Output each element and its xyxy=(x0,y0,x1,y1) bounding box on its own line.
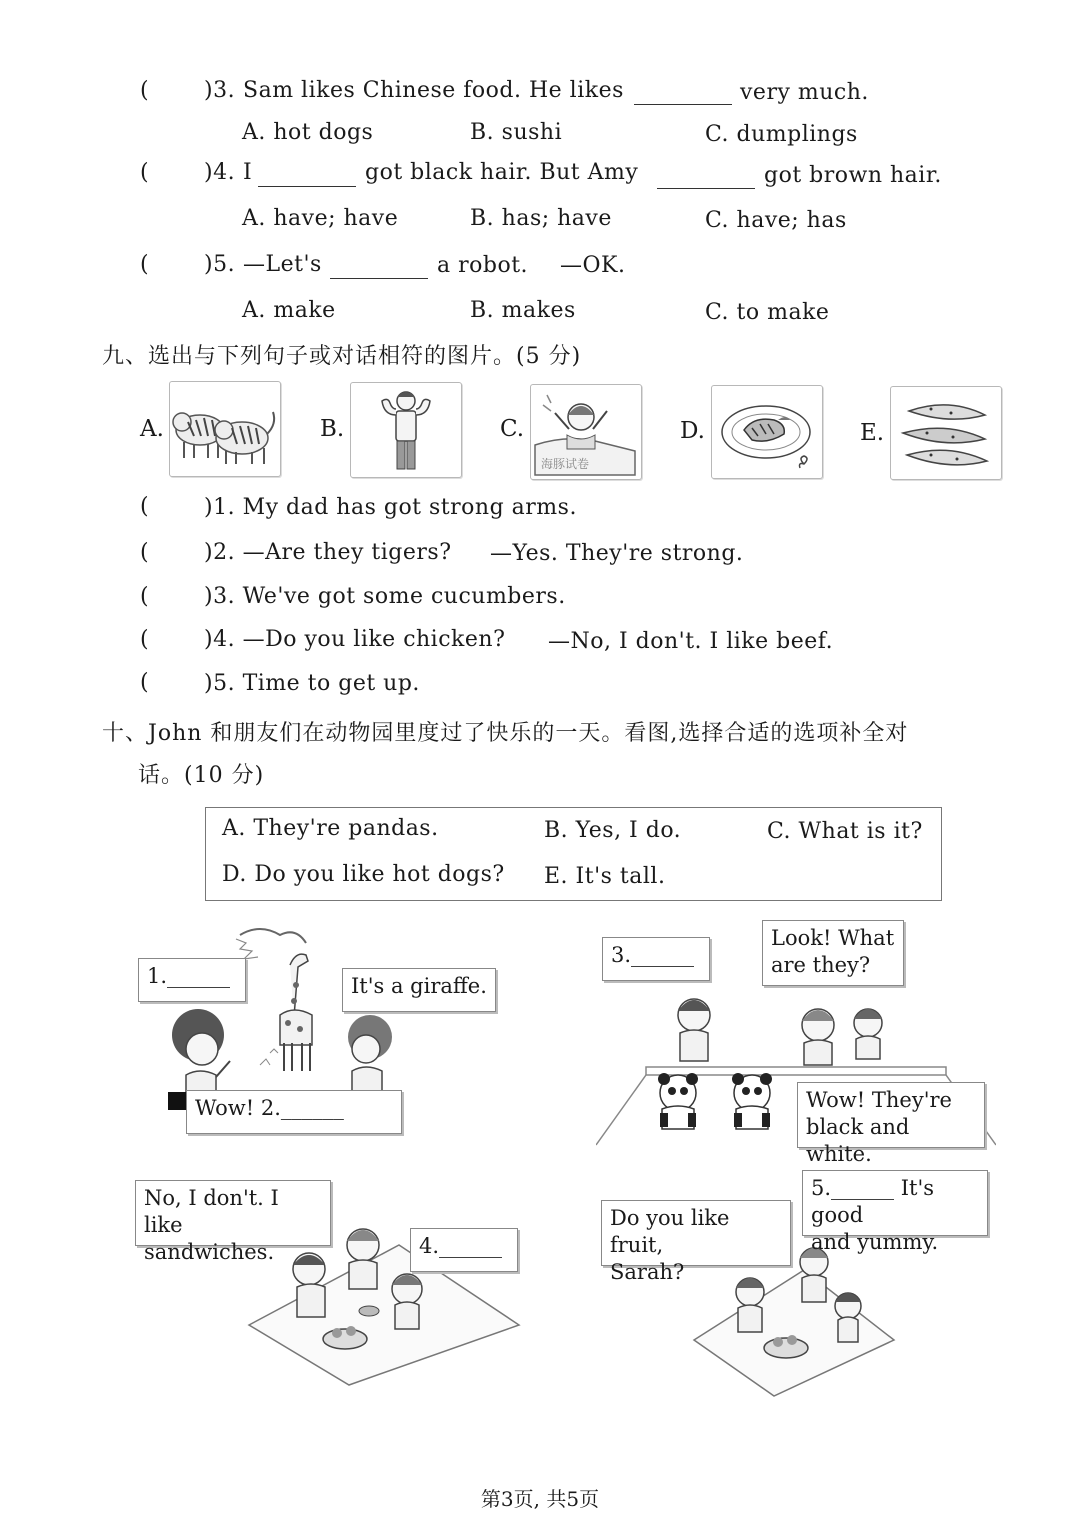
item-reply: —Yes. They're strong. xyxy=(490,541,744,566)
picture-letter: B. xyxy=(320,416,345,442)
look-line-1: Look! What xyxy=(771,926,895,950)
question-text: —Let's xyxy=(243,252,322,277)
girl-waking-up-picture[interactable] xyxy=(530,384,642,480)
option-a: A. have; have xyxy=(242,206,399,231)
good-line-2: and yummy. xyxy=(811,1230,939,1254)
picture-letter: C. xyxy=(500,416,525,442)
speech-bubble-giraffe xyxy=(342,968,496,1012)
no-line-1: No, I don't. I like xyxy=(144,1186,279,1237)
option-e: E. It's tall. xyxy=(544,864,666,889)
blank-5-line[interactable]: 5.______ It's good xyxy=(811,1176,934,1227)
picture-letter: D. xyxy=(680,418,705,444)
wow-line-1: Wow! They're xyxy=(806,1088,952,1112)
answer-blank[interactable] xyxy=(634,86,732,105)
option-b: B. has; have xyxy=(470,206,612,231)
look-line-2: are they? xyxy=(771,953,871,977)
black-marker xyxy=(168,1092,186,1110)
answer-paren[interactable]: ( xyxy=(140,584,149,609)
section-9-title: 九、选出与下列句子或对话相符的图片。(5 分) xyxy=(102,344,582,369)
item-text: )1. My dad has got strong arms. xyxy=(204,495,577,520)
speech-bubble-fruit xyxy=(601,1200,791,1284)
item-text: )3. We've got some cucumbers. xyxy=(204,584,566,609)
item-text: )2. —Are they tigers? xyxy=(204,540,452,565)
page-footer: 第3页, 共5页 xyxy=(480,1487,600,1511)
answer-paren[interactable]: ( xyxy=(140,540,149,565)
options-box xyxy=(205,807,942,901)
answer-paren[interactable]: ( xyxy=(140,252,149,277)
question-text-end: got brown hair. xyxy=(764,163,942,188)
question-text: I xyxy=(243,160,253,185)
question-number: )3. xyxy=(204,78,236,103)
giraffe-scene-illustration xyxy=(160,925,420,1115)
picture-letter: A. xyxy=(140,416,164,442)
answer-blank[interactable] xyxy=(330,260,428,279)
question-text-end: a robot. xyxy=(437,253,529,278)
speech-bubble-sandwiches xyxy=(135,1180,331,1264)
answer-paren[interactable]: ( xyxy=(140,494,149,519)
option-c: C. dumplings xyxy=(705,122,858,147)
blank-3[interactable]: 3.______ xyxy=(611,943,695,967)
giraffe-text: It's a giraffe. xyxy=(351,974,487,998)
question-text-end: very much. xyxy=(740,80,869,105)
option-c: C. have; has xyxy=(705,208,847,233)
reply-text: —OK. xyxy=(560,253,626,278)
cucumbers-picture[interactable] xyxy=(890,386,1002,480)
answer-blank[interactable] xyxy=(657,170,755,189)
speech-bubble-look xyxy=(762,920,904,986)
answer-blank[interactable] xyxy=(258,168,356,187)
option-d: D. Do you like hot dogs? xyxy=(222,862,505,887)
watermark: 海豚试卷 xyxy=(541,457,590,471)
blank-1[interactable]: 1.______ xyxy=(147,964,231,988)
picture-letter: E. xyxy=(860,420,885,446)
answer-paren[interactable]: ( xyxy=(140,78,149,103)
answer-paren[interactable]: ( xyxy=(140,670,149,695)
strong-man-picture[interactable] xyxy=(350,382,462,478)
speech-bubble-5 xyxy=(802,1170,988,1254)
option-c: C. to make xyxy=(705,300,830,325)
speech-bubble-3 xyxy=(602,937,710,981)
item-reply: —No, I don't. I like beef. xyxy=(548,629,834,654)
no-line-2: sandwiches. xyxy=(144,1240,275,1264)
answer-paren[interactable]: ( xyxy=(140,160,149,185)
question-number: )4. xyxy=(204,160,236,185)
speech-bubble-1 xyxy=(138,958,246,1002)
option-c: C. What is it? xyxy=(767,819,923,844)
option-b: B. Yes, I do. xyxy=(544,818,682,843)
question-number: )5. xyxy=(204,252,236,277)
blank-2[interactable]: Wow! 2.______ xyxy=(195,1096,344,1120)
speech-bubble-black-white xyxy=(797,1082,985,1166)
question-text: Sam likes Chinese food. He likes xyxy=(243,78,624,103)
tigers-picture[interactable] xyxy=(169,381,281,477)
beef-plate-picture[interactable] xyxy=(711,385,823,479)
option-a: A. hot dogs xyxy=(242,120,374,145)
option-b: B. sushi xyxy=(470,120,563,145)
speech-bubble-2 xyxy=(186,1090,402,1134)
speech-bubble-4 xyxy=(410,1228,518,1272)
fruit-line-2: Sarah? xyxy=(610,1260,685,1284)
fruit-line-1: Do you like fruit, xyxy=(610,1206,730,1257)
section-10-title: 十、John 和朋友们在动物园里度过了快乐的一天。看图,选择合适的选项补全对 xyxy=(102,721,909,746)
question-text-middle: got black hair. But Amy xyxy=(365,160,639,185)
answer-paren[interactable]: ( xyxy=(140,627,149,652)
option-a: A. make xyxy=(242,298,336,323)
option-b: B. makes xyxy=(470,298,576,323)
wow-line-2: black and white. xyxy=(806,1115,910,1166)
item-text: )5. Time to get up. xyxy=(204,671,420,696)
section-10-title-cont: 话。(10 分) xyxy=(138,763,265,788)
option-a: A. They're pandas. xyxy=(222,816,439,841)
item-text: )4. —Do you like chicken? xyxy=(204,627,506,652)
blank-4[interactable]: 4.______ xyxy=(419,1234,503,1258)
